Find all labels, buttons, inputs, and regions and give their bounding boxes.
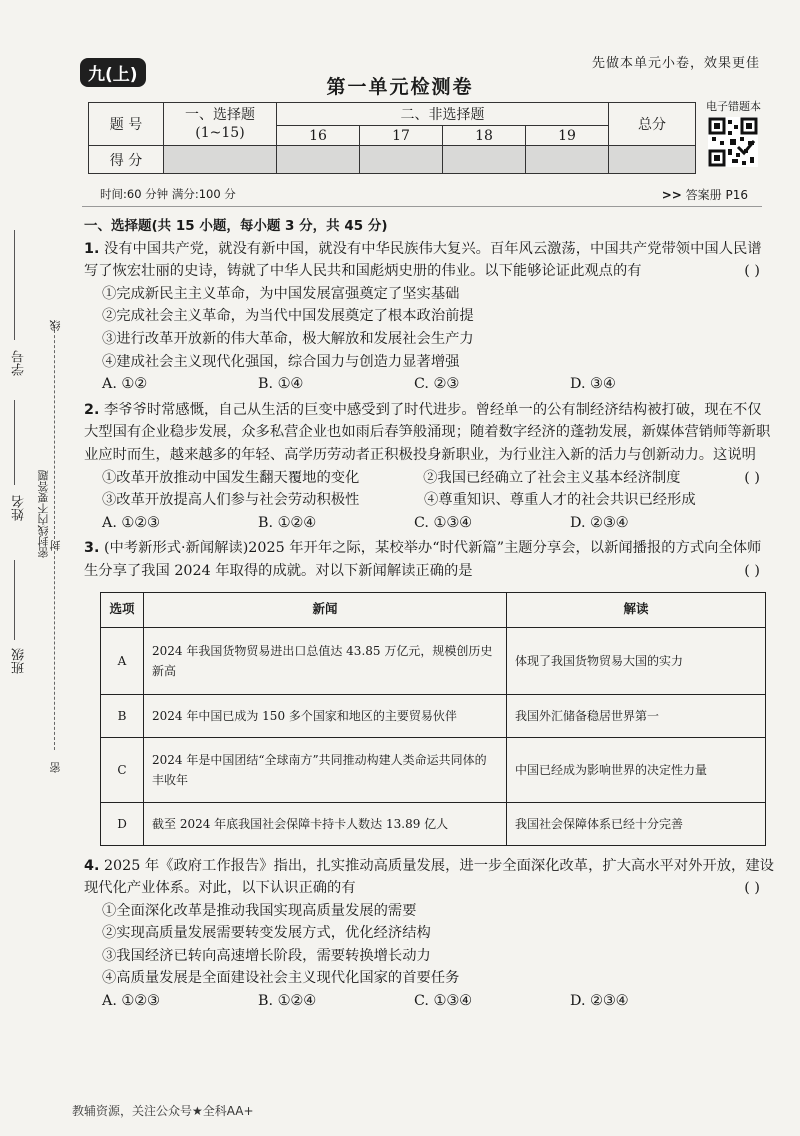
- news-reading: 体现了我国货物贸易大国的实力: [507, 627, 766, 694]
- q1-stem: 没有中国共产党，就没有新中国，就没有中华民族伟大复兴。百年风云激荡，中国共产党带领中国人民谱写了恢宏壮丽的史诗，铸就了中华人民共和国彪炳史册的伟业。以下能够论证此观点的有: [84, 240, 762, 280]
- label-xuehao: 学号: [12, 350, 27, 376]
- label-xingming: 姓名: [12, 495, 27, 521]
- q4-stem: 2025 年《政府工作报告》指出，扎实推动高质量发展，进一步全面深化改革，扩大高水平对外开放，建设现代化产业体系。对此，以下认识正确的有: [84, 857, 774, 897]
- score-col-total: 总分: [609, 103, 696, 146]
- news-header-news: 新闻: [144, 592, 507, 627]
- question-area: [84, 215, 774, 1013]
- question-1: [84, 238, 774, 396]
- q1-item: ④建成社会主义现代化强国，综合国力与创造力显著增强: [102, 353, 460, 370]
- q1-item: ②完成社会主义革命，为当代中国发展奠定了根本政治前提: [102, 308, 474, 325]
- score-col-choice: [164, 103, 277, 146]
- news-text: 2024 年是中国团结“全球南方”共同推动构建人类命运共同体的丰收年: [144, 737, 507, 802]
- section-heading: 一、选择题(共 15 小题，每小题 3 分，共 45 分): [84, 218, 388, 234]
- news-text: 2024 年中国已成为 150 多个国家和地区的主要贸易伙伴: [144, 694, 507, 737]
- q3-answer-bracket[interactable]: ( ): [744, 562, 760, 579]
- score-cell-16[interactable]: [277, 146, 360, 174]
- news-option: A: [101, 627, 144, 694]
- q1-option-b[interactable]: B. ①④: [258, 376, 304, 393]
- qr-block: [706, 98, 760, 167]
- score-cell-17[interactable]: [360, 146, 443, 174]
- seal-mi: 密: [49, 762, 62, 773]
- news-header-option: 选项: [101, 592, 144, 627]
- table-row: [101, 694, 766, 737]
- score-col-19: 19: [526, 126, 609, 146]
- news-reading: 我国外汇储备稳居世界第一: [507, 694, 766, 737]
- q4-option-d[interactable]: D. ②③④: [570, 993, 629, 1010]
- q1-option-a[interactable]: A. ①②: [102, 376, 148, 393]
- header-divider: [82, 206, 762, 207]
- tagline: 先做本单元小卷，效果更佳: [591, 56, 760, 71]
- q1-item: ③进行改革开放新的伟大革命，极大解放和发展社会生产力: [102, 330, 474, 347]
- qr-code-icon[interactable]: [708, 117, 758, 167]
- q4-answer-bracket[interactable]: ( ): [744, 880, 760, 897]
- label-ban: 班级: [12, 648, 27, 674]
- score-cell-total[interactable]: [609, 146, 696, 174]
- news-reading: 我国社会保障体系已经十分完善: [507, 802, 766, 845]
- score-col-16: 16: [277, 126, 360, 146]
- q1-option-c[interactable]: C. ②③: [414, 376, 460, 393]
- score-col-choice-range: (1~15): [195, 125, 245, 141]
- news-text: 截至 2024 年底我国社会保障卡持卡人数达 13.89 亿人: [144, 802, 507, 845]
- score-cell-19[interactable]: [526, 146, 609, 174]
- ban-line: [14, 560, 15, 640]
- q2-option-c[interactable]: C. ①③④: [414, 514, 472, 531]
- score-col-nonchoice: 二、非选择题: [277, 103, 609, 126]
- news-option: D: [101, 802, 144, 845]
- q2-option-a[interactable]: A. ①②③: [102, 514, 160, 531]
- table-row: [101, 627, 766, 694]
- q2-items-row: [84, 467, 744, 490]
- seal-xian: 线: [49, 320, 62, 331]
- seal-feng: 封: [49, 540, 62, 551]
- score-col-18: 18: [443, 126, 526, 146]
- q4-item: ③我国经济已转向高速增长阶段，需要转换增长动力: [102, 947, 431, 964]
- question-2: [84, 399, 774, 535]
- seal-warning: 密封线内不要答题: [37, 470, 50, 558]
- q1-item: ①完成新民主主义革命，为中国发展富强奠定了坚实基础: [102, 285, 460, 302]
- q4-option-b[interactable]: B. ①②④: [258, 993, 317, 1010]
- question-4: [84, 855, 774, 1013]
- row-label-score: 得 分: [89, 146, 164, 174]
- news-option: B: [101, 694, 144, 737]
- news-text: 2024 年我国货物贸易进出口总值达 43.85 万亿元，规模创历史新高: [144, 627, 507, 694]
- q4-number: 4.: [84, 857, 100, 874]
- binding-margin: [0, 0, 70, 1136]
- q2-options: [84, 512, 774, 535]
- q2-answer-bracket[interactable]: ( ): [744, 469, 760, 486]
- q4-item: ④高质量发展是全面建设社会主义现代化国家的首要任务: [102, 970, 460, 987]
- q2-item: ②我国已经确立了社会主义基本经济制度: [423, 469, 681, 486]
- q1-answer-bracket[interactable]: ( ): [744, 263, 760, 280]
- q2-items-row: [84, 489, 774, 512]
- q2-item: ③改革开放提高人们参与社会劳动积极性: [102, 492, 360, 509]
- table-row: [101, 737, 766, 802]
- q4-item: ②实现高质量发展需要转变发展方式，优化经济结构: [102, 925, 431, 942]
- q3-number: 3.: [84, 540, 100, 557]
- q4-option-c[interactable]: C. ①③④: [414, 993, 472, 1010]
- q1-number: 1.: [84, 240, 100, 257]
- q4-item: ①全面深化改革是推动我国实现高质量发展的需要: [102, 902, 417, 919]
- score-cell-18[interactable]: [443, 146, 526, 174]
- q2-option-b[interactable]: B. ①②④: [258, 514, 317, 531]
- score-col-17: 17: [360, 126, 443, 146]
- q2-number: 2.: [84, 401, 100, 418]
- row-label-number: 题 号: [89, 103, 164, 146]
- answer-ref: [662, 186, 748, 203]
- score-col-choice-label: 一、选择题: [185, 107, 255, 123]
- question-3: [84, 537, 774, 845]
- time-info: 时间:60 分钟 满分:100 分: [100, 187, 236, 201]
- table-row: [101, 802, 766, 845]
- news-table: [100, 592, 766, 846]
- score-cell-choice[interactable]: [164, 146, 277, 174]
- q4-option-a[interactable]: A. ①②③: [102, 993, 160, 1010]
- footer-watermark: 教辅资源，关注公众号★全科AA+: [72, 1104, 254, 1118]
- q2-option-d[interactable]: D. ②③④: [570, 514, 629, 531]
- q2-item: ①改革开放推动中国发生翻天覆地的变化: [102, 469, 360, 486]
- q2-stem: 李爷爷时常感慨，自己从生活的巨变中感受到了时代进步。曾经单一的公有制经济结构被打破，现在不仅大型国有企业稳步发展，众多私营企业也如雨后春笋般涌现；随着数字经济的蓬勃发展，新媒体营销师等新职业应时而生，越来越多的年轻、高学历劳动者正积极投身新职业，为行业注入新的活力与创新动力。这说明: [84, 401, 771, 463]
- answer-ref-text: 答案册 P16: [685, 188, 748, 202]
- q3-stem: (中考新形式·新闻解读)2025 年开年之际，某校举办“时代新篇”主题分享会，以新闻播报的方式向全体师生分享了我国 2024 年取得的成就。对以下新闻解读正确的是: [84, 540, 762, 579]
- grade-tag: 九(上): [80, 58, 146, 87]
- score-table: [88, 102, 696, 174]
- xingming-line: [14, 400, 15, 485]
- news-reading: 中国已经成为影响世界的决定性力量: [507, 737, 766, 802]
- xuehao-line: [14, 230, 15, 340]
- q1-option-d[interactable]: D. ③④: [570, 376, 616, 393]
- double-chevron-icon: >>: [661, 188, 682, 202]
- q2-item: ④尊重知识、尊重人才的社会共识已经形成: [424, 492, 696, 509]
- news-header-reading: 解读: [507, 592, 766, 627]
- q1-options: [84, 373, 774, 396]
- q4-options: [84, 990, 774, 1013]
- news-option: C: [101, 737, 144, 802]
- page-title: 第一单元检测卷: [326, 76, 474, 98]
- seal-line: [54, 320, 55, 750]
- qr-label: 电子错题本: [706, 100, 761, 113]
